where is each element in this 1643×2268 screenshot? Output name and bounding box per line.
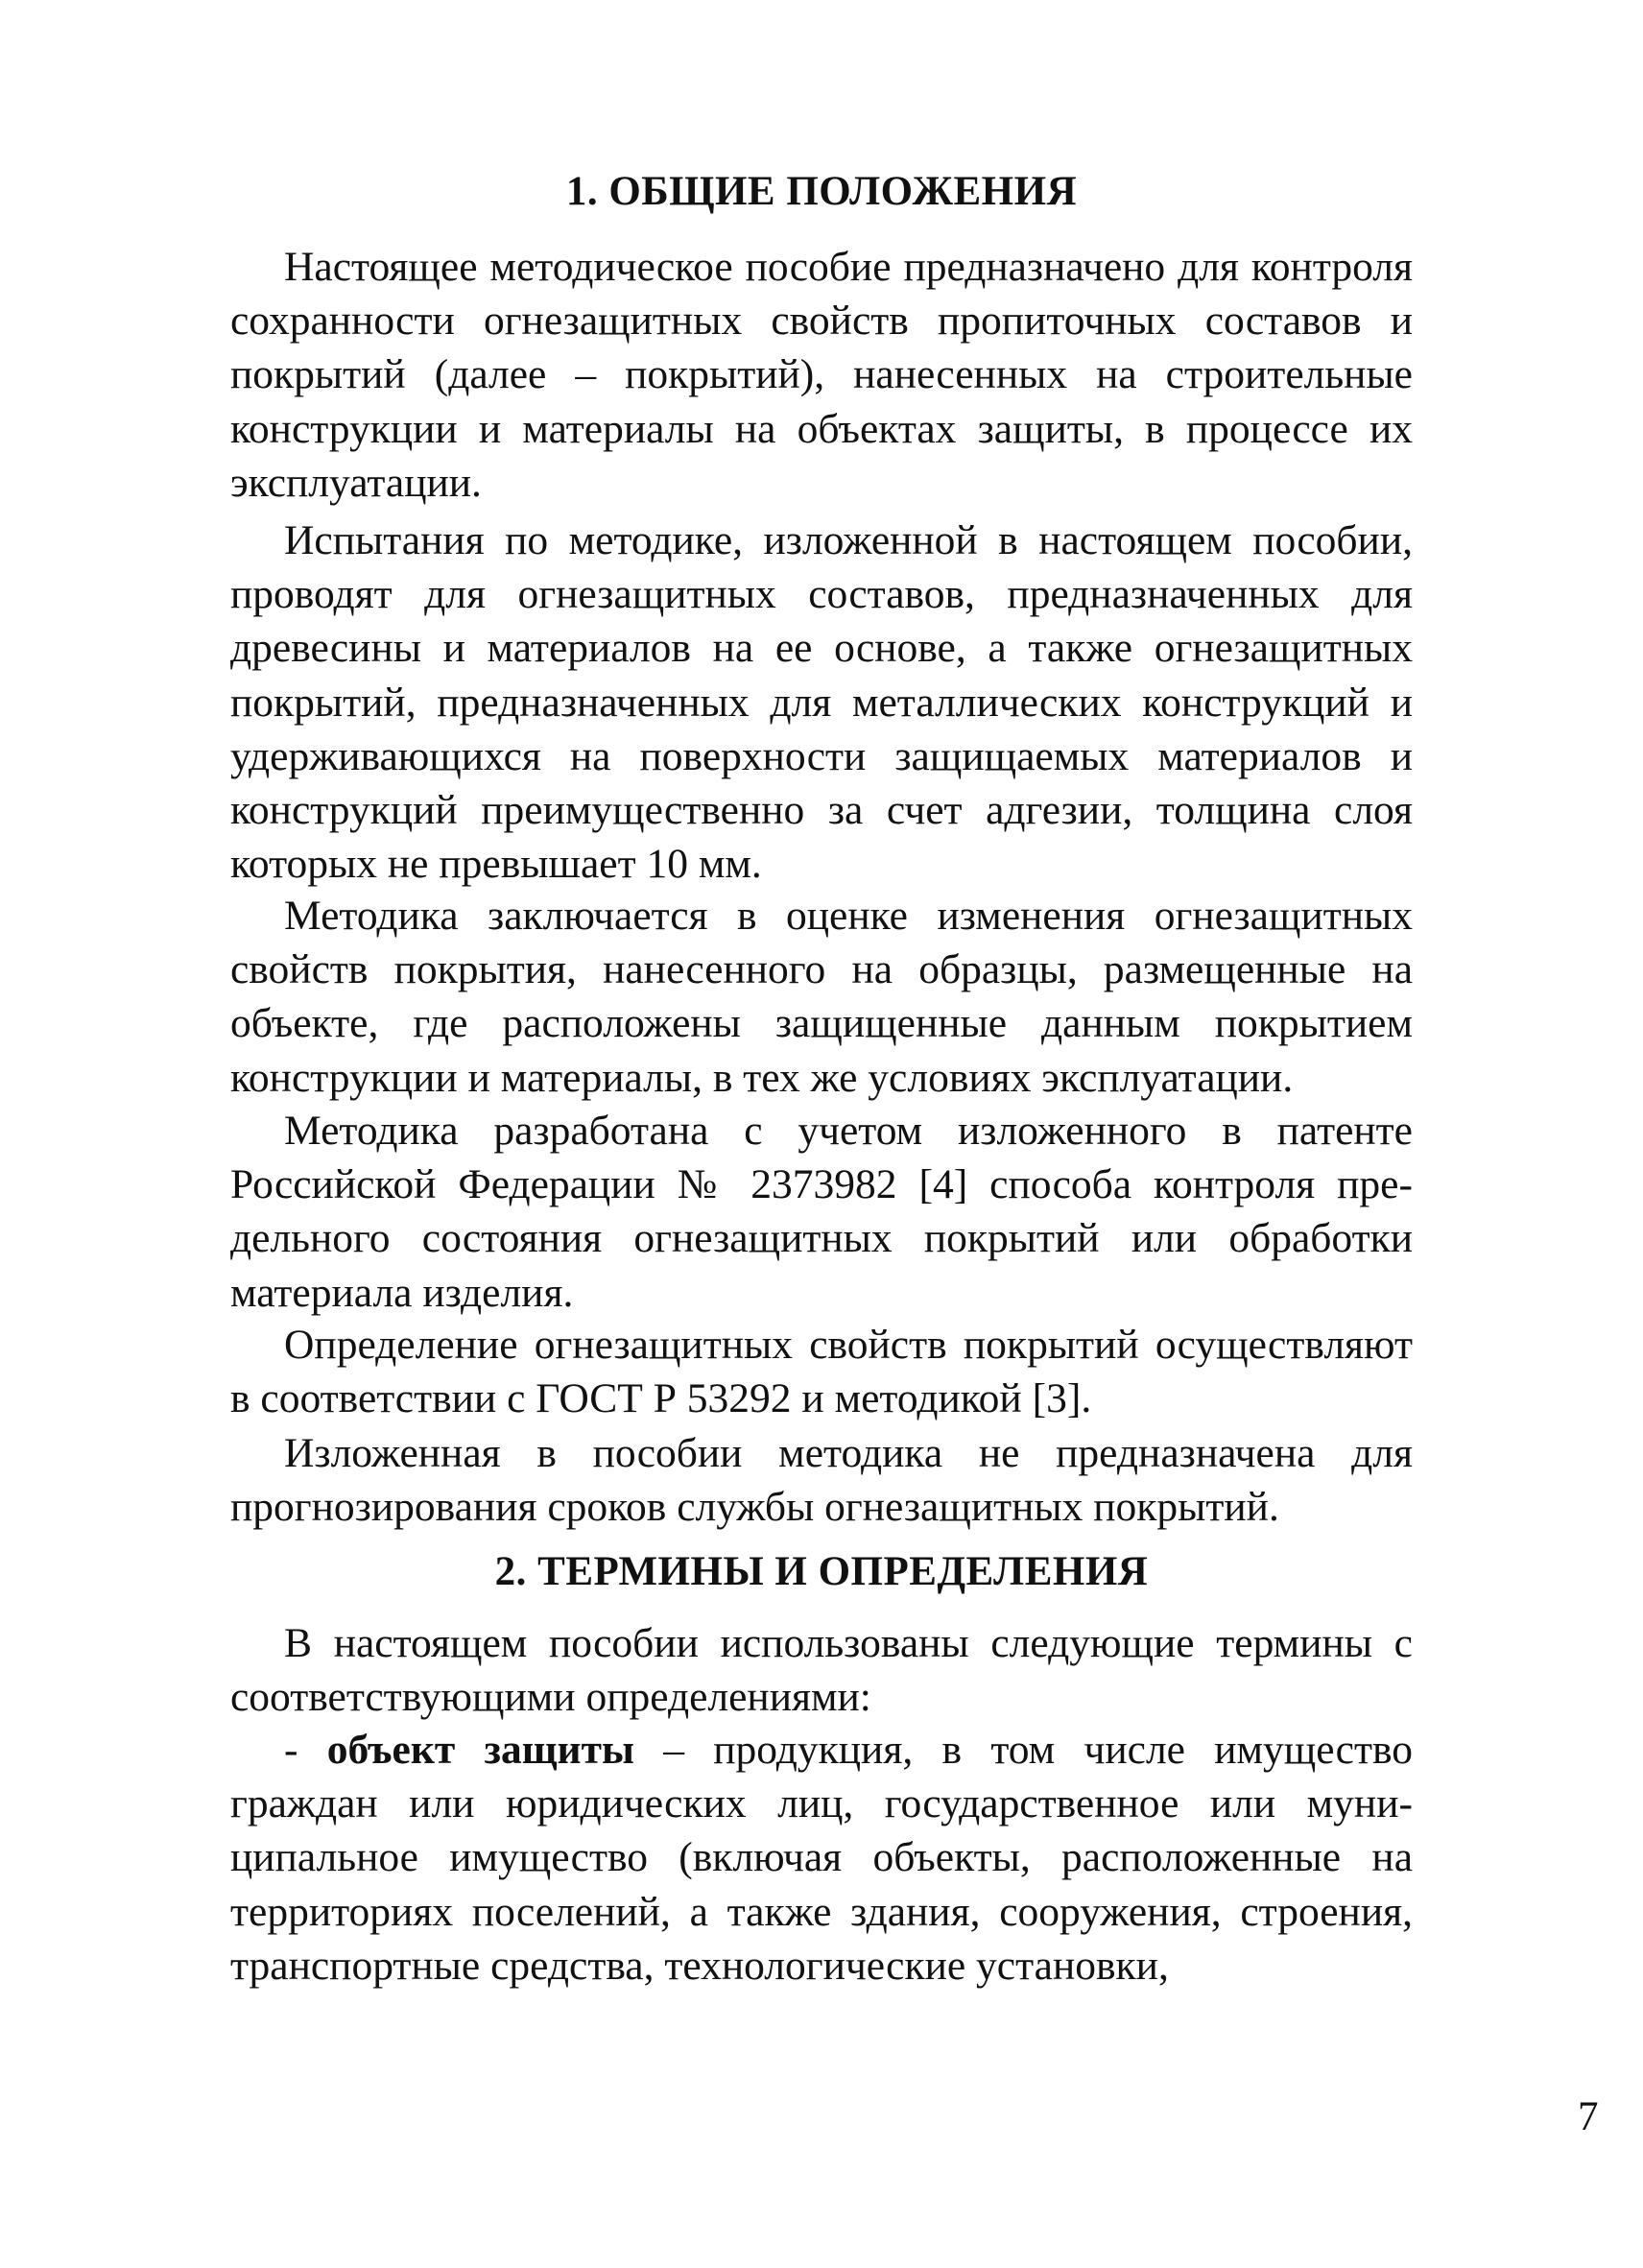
section-1-paragraph-4: Методика разработана с учетом изложенного в патенте Российской Федерации № 2373982 [4] способа контроля предельного состояния огнезащитных покрытий или обработки материала изделия. <box>230 1108 1413 1316</box>
term-prefix: - <box>284 1727 327 1773</box>
section-1-paragraph-1: Настоящее методическое пособие предназначено для контроля сохранности огнезащитных свойств пропиточных составов и покрытий (далее – покрытий), нанесенных на строительные конструкции и материалы на объектах защиты, в процессе их эксплуатации. <box>230 244 1413 506</box>
term-definition: – продукция, в том числе имущество граждан или юридических лиц, государственное или муниципальное имущество (включая объекты, расположенные на территориях поселений, а также здания, сооружения, строения, транспортные средства, технологические установки, <box>230 1727 1413 1989</box>
term-name: объект защиты <box>326 1727 634 1773</box>
section-1-paragraph-5: Определение огнезащитных свойств покрытий осуществляют в соответствии с ГОСТ Р 53292 и методикой [3]. <box>230 1322 1413 1422</box>
document-page <box>230 0 1599 2268</box>
term-definition-paragraph <box>230 1723 1413 1993</box>
page-number: 7 <box>1578 2094 1599 2139</box>
section-1-paragraph-6: Изложенная в пособии методика не предназначена для прогнозирования сроков службы огнезащитных покрытий. <box>230 1430 1413 1531</box>
section-1-paragraph-3: Методика заключается в оценке изменения огнезащитных свойств покрытия, нанесенного на образцы, размещенные на объекте, где расположены защищенные данным покрытием конструкции и материалы, в тех же условиях эксплуатации. <box>230 893 1413 1101</box>
section-1-heading: 1. ОБЩИЕ ПОЛОЖЕНИЯ <box>565 169 1078 214</box>
section-2-intro: В настоящем пособии использованы следующие термины с соответствующими определениями: <box>230 1620 1413 1721</box>
section-2-heading: 2. ТЕРМИНЫ И ОПРЕДЕЛЕНИЯ <box>494 1549 1149 1594</box>
section-1-paragraph-2: Испытания по методике, изложенной в настоящем пособии, проводят для огнезащитных составов, предназначенных для древесины и материалов на ее основе, а также огнезащитных покрытий, предназначенных для металлических конструкций и удерживающихся на поверхности защищаемых материалов и конструкций преимущественно за счет адгезии, толщина слоя которых не превышает 10 мм. <box>230 517 1413 888</box>
